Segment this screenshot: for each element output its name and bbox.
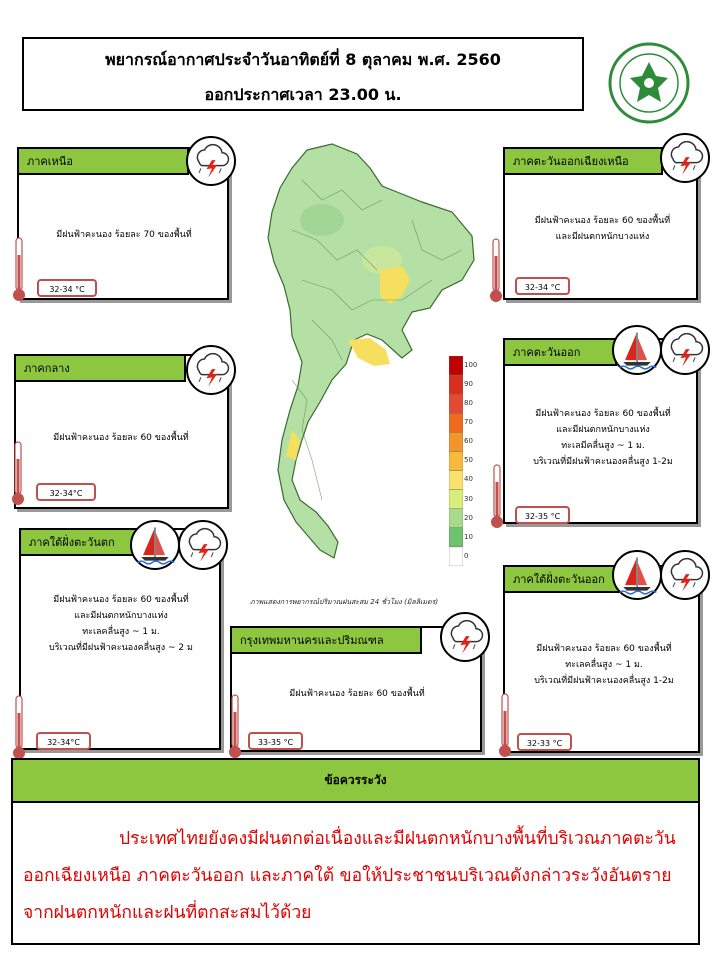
thermometer-icon	[12, 237, 26, 303]
meteorological-department-seal-icon	[608, 42, 690, 124]
legend-label: 80	[464, 399, 473, 408]
thunderstorm-icon	[440, 612, 490, 662]
thermometer-icon	[498, 693, 512, 759]
thermometer-icon	[489, 238, 503, 304]
rainfall-legend-bar	[449, 356, 463, 566]
forecast-title: พยากรณ์อากาศประจำวันอาทิตย์ที่ 8 ตุลาคม พ.ศ. 2560	[105, 50, 501, 69]
legend-swatch	[449, 356, 463, 375]
issue-time: ออกประกาศเวลา 23.00 น.	[204, 85, 402, 104]
thunderstorm-icon	[660, 550, 710, 600]
legend-swatch	[449, 490, 463, 509]
legend-swatch	[449, 547, 463, 566]
thunderstorm-icon	[660, 133, 710, 183]
legend-label: 100	[464, 361, 478, 369]
legend-label: 40	[464, 475, 473, 484]
thunderstorm-icon	[186, 136, 236, 186]
temperature-badge: 32-35 °C	[515, 506, 570, 524]
forecast-title-box	[22, 37, 584, 111]
legend-swatch	[449, 394, 463, 413]
region-name: ภาคกลาง	[16, 356, 186, 382]
legend-swatch	[449, 375, 463, 394]
region-forecast: มีฝนฟ้าคะนอง ร้อยละ 60 ของพื้นที่	[53, 433, 189, 443]
thunderstorm-icon	[660, 325, 710, 375]
legend-swatch	[449, 528, 463, 547]
thermometer-icon	[12, 695, 26, 761]
warning-box	[11, 758, 700, 945]
region-name: ภาคเหนือ	[19, 149, 189, 175]
legend-label: 50	[464, 456, 473, 465]
temperature-badge: 32-34 °C	[37, 279, 97, 297]
thermometer-icon	[11, 441, 25, 507]
thermometer-icon	[228, 694, 242, 760]
legend-swatch	[449, 413, 463, 432]
legend-label: 70	[464, 418, 473, 427]
legend-label: 90	[464, 380, 473, 389]
legend-label: 0	[464, 551, 469, 560]
sailboat-icon	[612, 550, 662, 600]
region-name: ภาคใต้ฝั่งตะวันตก	[21, 530, 159, 556]
legend-swatch	[449, 509, 463, 528]
region-forecast: มีฝนฟ้าคะนอง ร้อยละ 70 ของพื้นที่	[56, 230, 192, 240]
temperature-badge: 32-34°C	[36, 483, 96, 501]
legend-swatch	[449, 471, 463, 490]
warning-text: ประเทศไทยยังคงมีฝนตกต่อเนื่องและมีฝนตกหนักบางพื้นที่บริเวณภาคตะวันออกเฉียงเหนือ ภาคตะวันออก และภาคใต้ ขอให้ประชาชนบริเวณดังกล่าวระวังอันตรายจากฝนตกหนักและฝนที่ตกสะสมไว้ด้วย	[23, 829, 676, 923]
region-name: ภาคตะวันออกเฉียงเหนือ	[505, 149, 663, 175]
temperature-badge: 32-33 °C	[517, 733, 572, 751]
region-name: กรุงเทพมหานครและปริมณฑล	[232, 628, 422, 654]
temperature-badge: 32-34°C	[36, 732, 91, 750]
region-forecast: มีฝนฟ้าคะนอง ร้อยละ 60 ของพื้นที่ และมีฝนตกหนักบางแห่ง ทะเลมีคลื่นสูง ~ 1 ม. บริเวณที่มีฝนฟ้าคะนองคลื่นสูง 1-2ม	[533, 409, 673, 467]
thunderstorm-icon	[186, 345, 236, 395]
sailboat-icon	[130, 520, 180, 570]
legend-label: 30	[464, 494, 473, 503]
region-forecast: มีฝนฟ้าคะนอง ร้อยละ 60 ของพื้นที่ และมีฝนตกหนักบางแห่ง ทะเลคลื่นสูง ~ 1 ม. บริเวณที่มีฝนฟ้าคะนองคลื่นสูง ~ 2 ม	[49, 595, 193, 653]
temperature-badge: 32-34 °C	[515, 277, 570, 295]
legend-label: 20	[464, 513, 473, 522]
region-forecast: มีฝนฟ้าคะนอง ร้อยละ 60 ของพื้นที่ และมีฝนตกหนักบางแห่ง	[534, 216, 671, 242]
warning-title: ข้อควรระวัง	[13, 760, 698, 803]
thunderstorm-icon	[178, 520, 228, 570]
region-forecast: มีฝนฟ้าคะนอง ร้อยละ 60 ของพื้นที่ ทะเลคลื่นสูง ~ 1 ม. บริเวณที่มีฝนฟ้าคะนองคลื่นสูง 1-2ม	[534, 644, 674, 686]
sailboat-icon	[612, 325, 662, 375]
map-caption: ภาพแสดงการพยากรณ์ปริมาณฝนสะสม 24 ชั่วโมง (มิลลิเมตร)	[250, 598, 439, 606]
thermometer-icon	[490, 464, 504, 530]
region-name: ภาคใต้ฝั่งตะวันออก	[505, 567, 625, 593]
temperature-badge: 33-35 °C	[248, 732, 303, 750]
legend-swatch	[449, 432, 463, 451]
rainfall-legend-labels	[464, 360, 477, 570]
legend-swatch	[449, 451, 463, 470]
region-name: ภาคตะวันออก	[505, 340, 617, 366]
legend-label: 10	[464, 532, 473, 541]
legend-label: 60	[464, 437, 473, 446]
region-forecast: มีฝนฟ้าคะนอง ร้อยละ 60 ของพื้นที่	[289, 689, 425, 699]
